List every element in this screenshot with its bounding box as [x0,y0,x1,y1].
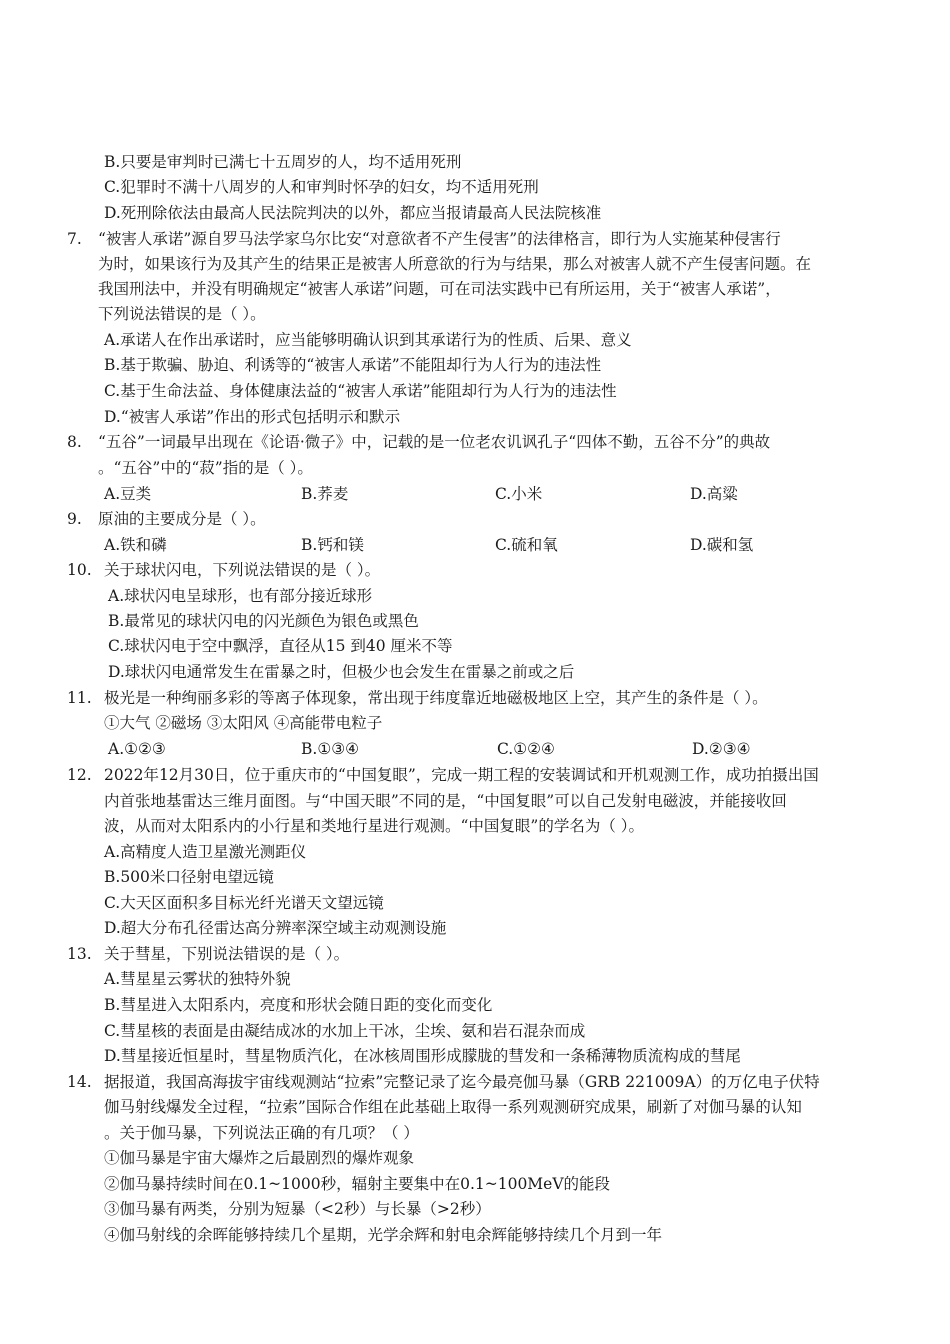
q9-option-b: B.钙和镁 [301,536,364,554]
q13-number: 13. [67,945,92,963]
q10-number: 10. [67,561,92,579]
q14-item-2: ②伽马暴持续时间在0.1~1000秒，辐射主要集中在0.1~100MeV的能段 [104,1175,611,1193]
q10-option-c: C.球状闪电于空中飘浮，直径从15 到40 厘米不等 [108,637,453,655]
q12-option-a: A.高精度人造卫星激光测距仪 [104,843,307,861]
q10-option-d: D.球状闪电通常发生在雷暴之时，但极少也会发生在雷暴之前或之后 [108,663,575,681]
q14-stem-line-3: 。关于伽马暴，下列说法正确的有几项？（ ） [104,1124,419,1142]
q8-option-d: D.高粱 [690,485,738,503]
q12-option-b: B.500米口径射电望远镜 [104,868,274,886]
q7-number: 7. [67,230,82,248]
q10-option-b: B.最常见的球状闪电的闪光颜色为银色或黑色 [108,612,419,630]
q14-stem-line-2: 伽马射线爆发全过程，“拉索”国际合作组在此基础上取得一系列观测研究成果，刷新了对伽马暴的认知 [104,1098,802,1116]
q7-option-a: A.承诺人在作出承诺时，应当能够明确认识到其承诺行为的性质、后果、意义 [104,331,632,349]
q11-option-b: B.①③④ [301,740,360,758]
q9-option-c: C.硫和氧 [495,536,558,554]
q8-option-a: A.豆类 [104,485,152,503]
q6-option-d: D.死刑除依法由最高人民法院判决的以外，都应当报请最高人民法院核准 [104,204,602,222]
q12-option-c: C.大天区面积多目标光纤光谱天文望远镜 [104,894,384,912]
q8-option-b: B.荞麦 [301,485,349,503]
q7-option-d: D.“被害人承诺”作出的形式包括明示和默示 [104,408,401,426]
q7-stem-line-4: 下列说法错误的是（ ）。 [98,305,266,323]
q7-stem-line-3: 我国刑法中，并没有明确规定“被害人承诺”问题，可在司法实践中已有所运用，关于“被害人承诺”， [98,280,781,298]
q7-option-b: B.基于欺骗、胁迫、利诱等的“被害人承诺”不能阻却行为人行为的违法性 [104,356,602,374]
q14-number: 14. [67,1073,92,1091]
q9-number: 9. [67,510,82,528]
q11-option-d: D.②③④ [692,740,751,758]
q6-option-b: B.只要是审判时已满七十五周岁的人，均不适用死刑 [104,153,462,171]
q12-stem-line-3: 波，从而对太阳系内的小行星和类地行星进行观测。“中国复眼”的学名为（ ）。 [104,817,645,835]
q14-item-1: ①伽马暴是宇宙大爆炸之后最剧烈的爆炸观象 [104,1149,415,1167]
q10-option-a: A.球状闪电呈球形，也有部分接近球形 [108,587,373,605]
q9-option-d: D.碳和氢 [690,536,754,554]
q7-stem-line-1: “被害人承诺”源自罗马法学家乌尔比安“对意欲者不产生侵害”的法律格言，即行为人实施某种侵害行 [98,230,781,248]
q14-stem-line-1: 据报道，我国高海拔宇宙线观测站“拉索”完整记录了迄今最亮伽马暴（GRB 221009A）的万亿电子伏特 [104,1073,820,1091]
q11-items: ①大气 ②磁场 ③太阳风 ④高能带电粒子 [104,714,383,732]
q8-option-c: C.小米 [495,485,543,503]
q9-option-a: A.铁和磷 [104,536,167,554]
q13-option-d: D.彗星接近恒星时，彗星物质汽化，在冰核周围形成朦胧的彗发和一条稀薄物质流构成的彗尾 [104,1047,741,1065]
q13-stem: 关于彗星，下别说法错误的是（ ）。 [104,945,350,963]
q9-stem: 原油的主要成分是（ ）。 [98,510,266,528]
q6-option-c: C.犯罪时不满十八周岁的人和审判时怀孕的妇女，均不适用死刑 [104,178,539,196]
q12-number: 12. [67,766,92,784]
q14-item-3: ③伽马暴有两类，分别为短暴（<2秒）与长暴（>2秒） [104,1200,491,1218]
q11-option-c: C.①②④ [497,740,555,758]
q13-option-c: C.彗星核的表面是由凝结成冰的水加上干冰，尘埃、氨和岩石混杂而成 [104,1022,586,1040]
q11-stem: 极光是一种绚丽多彩的等离子体现象，常出现于纬度靠近地磁极地区上空，其产生的条件是（ ）。 [104,689,768,707]
q12-option-d: D.超大分布孔径雷达高分辨率深空域主动观测设施 [104,919,447,937]
q10-stem: 关于球状闪电，下列说法错误的是（ ）。 [104,561,381,579]
q8-stem-line-2: 。“五谷”中的“菽”指的是（ ）。 [98,459,313,477]
q12-stem-line-2: 内首张地基雷达三维月面图。与“中国天眼”不同的是，“中国复眼”可以自己发射电磁波，并能接收回 [104,792,787,810]
q13-option-a: A.彗星星云雾状的独特外貌 [104,970,291,988]
q8-stem-line-1: “五谷”一词最早出现在《论语·微子》中，记载的是一位老农讥讽孔子“四体不勤，五谷不分”的典故 [98,433,771,451]
q12-stem-line-1: 2022年12月30日，位于重庆市的“中国复眼”，完成一期工程的安装调试和开机观测工作，成功拍摄出国 [104,766,819,784]
q8-number: 8. [67,433,82,451]
q7-stem-line-2: 为时，如果该行为及其产生的结果正是被害人所意欲的行为与结果，那么对被害人就不产生侵害问题。在 [98,255,812,273]
q7-option-c: C.基于生命法益、身体健康法益的“被害人承诺”能阻却行为人行为的违法性 [104,382,617,400]
q13-option-b: B.彗星进入太阳系内，亮度和形状会随日距的变化而变化 [104,996,493,1014]
q14-item-4: ④伽马射线的余晖能够持续几个星期，光学余辉和射电余辉能够持续几个月到一年 [104,1226,663,1244]
q11-number: 11. [67,689,92,707]
q11-option-a: A.①②③ [108,740,166,758]
